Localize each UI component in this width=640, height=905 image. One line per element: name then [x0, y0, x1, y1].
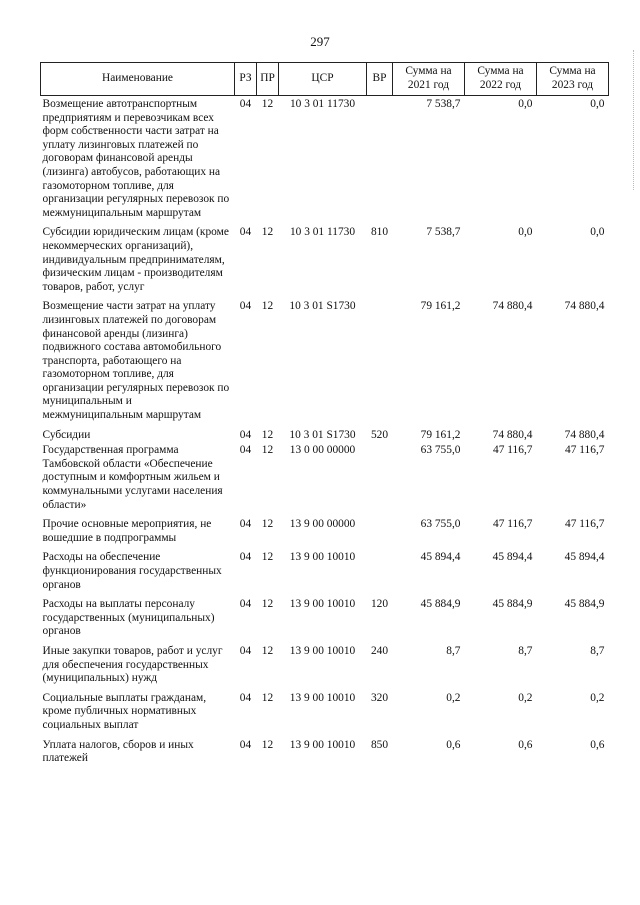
cell-csr: 13 9 00 10010 — [289, 598, 356, 611]
cell-rz: 04 — [239, 551, 252, 564]
cell-name: Возмещение автотранспортным предприятиям и перевозчикам всех форм собственности части затрат на уплату лизинговых платежей по договорам финансовой аренды (лизинга) автобусов, работающих на газомоторном топливе, для организации регулярных перевозок по межмуниципальным маршрутам — [42, 98, 230, 219]
cell-csr: 13 0 00 00000 — [289, 444, 356, 457]
cell-sum-2022: 47 116,7 — [493, 518, 533, 531]
cell-pr: 12 — [261, 644, 274, 657]
page-number: 297 — [310, 34, 330, 49]
table-row — [41, 423, 609, 443]
cell-pr: 12 — [261, 98, 274, 110]
cell-vr — [367, 96, 393, 221]
cell-csr: 10 3 01 11730 — [289, 98, 356, 110]
cell-name: Расходы на выплаты персоналу государственных (муниципальных) органов — [42, 598, 215, 638]
header-vr: ВР — [367, 63, 393, 96]
cell-sum-2023: 0,0 — [590, 98, 605, 110]
cell-csr: 13 9 00 10010 — [289, 644, 356, 657]
cell-sum-2021: 79 161,2 — [420, 300, 461, 313]
header-rz: РЗ — [235, 63, 257, 96]
cell-csr: 13 9 00 00000 — [289, 518, 356, 531]
cell-sum-2021: 7 538,7 — [426, 98, 461, 110]
cell-sum-2023: 45 884,9 — [564, 598, 605, 611]
cell-pr: 12 — [261, 691, 274, 704]
cell-rz: 04 — [239, 98, 252, 110]
table-row — [41, 96, 609, 221]
cell-name: Расходы на обеспечение функционирования государственных органов — [42, 551, 222, 591]
cell-vr — [367, 294, 393, 422]
table-row — [41, 220, 609, 294]
cell-name: Субсидии — [42, 428, 91, 441]
cell-pr: 12 — [261, 300, 274, 313]
cell-vr — [367, 512, 393, 545]
header-csr: ЦСР — [279, 63, 367, 96]
scan-margin-marks — [633, 50, 638, 190]
cell-vr: 810 — [370, 226, 389, 239]
cell-csr: 13 9 00 10010 — [289, 551, 356, 564]
cell-vr — [367, 442, 393, 512]
cell-sum-2022: 8,7 — [518, 644, 533, 657]
cell-csr: 10 3 01 11730 — [289, 226, 356, 239]
cell-rz: 04 — [239, 691, 252, 704]
cell-pr: 12 — [261, 226, 274, 239]
cell-name: Возмещение части затрат на уплату лизинговых платежей по договорам финансовой аренды (лизинга) подвижного состава автомобильного транспорта, работающего на газомоторном топливе, для организации регулярных перевозок по муниципальным и межмуниципальным маршрутам — [42, 300, 230, 422]
header-name: Наименование — [41, 63, 235, 96]
table-row — [41, 639, 609, 686]
cell-sum-2021: 63 755,0 — [420, 444, 461, 457]
cell-sum-2022: 0,2 — [518, 691, 533, 704]
cell-sum-2022: 74 880,4 — [492, 300, 533, 313]
cell-name: Иные закупки товаров, работ и услуг для обеспечения государственных (муниципальных) нужд — [42, 644, 223, 685]
cell-name: Государственная программа Тамбовской области «Обеспечение доступным и комфортным жильем и коммунальными услугами населения области» — [42, 444, 223, 511]
cell-sum-2022: 0,0 — [518, 98, 533, 110]
cell-sum-2023: 0,0 — [590, 226, 605, 239]
cell-sum-2023: 74 880,4 — [564, 428, 605, 441]
cell-rz: 04 — [239, 738, 252, 751]
table-header-row — [41, 63, 609, 96]
cell-pr: 12 — [261, 738, 274, 751]
cell-rz: 04 — [239, 518, 252, 531]
cell-name: Прочие основные мероприятия, не вошедшие в подпрограммы — [42, 518, 212, 544]
cell-rz: 04 — [239, 428, 252, 441]
table-row — [41, 442, 609, 512]
cell-csr: 10 3 01 S1730 — [289, 300, 356, 313]
header-sum-2023: Сумма на 2023 год — [537, 63, 609, 96]
cell-rz: 04 — [239, 644, 252, 657]
cell-sum-2021: 63 755,0 — [420, 518, 461, 531]
cell-pr: 12 — [261, 518, 274, 531]
table-row — [41, 545, 609, 592]
cell-vr: 120 — [370, 598, 389, 611]
cell-rz: 04 — [239, 444, 252, 457]
cell-rz: 04 — [239, 300, 252, 313]
cell-csr: 13 9 00 10010 — [289, 738, 356, 751]
cell-sum-2023: 0,2 — [590, 691, 605, 704]
header-sum-2021: Сумма на 2021 год — [393, 63, 465, 96]
cell-sum-2021: 79 161,2 — [420, 428, 461, 441]
cell-sum-2023: 47 116,7 — [565, 444, 605, 457]
cell-vr — [367, 545, 393, 592]
header-pr: ПР — [257, 63, 279, 96]
cell-pr: 12 — [261, 444, 274, 457]
cell-sum-2022: 45 894,4 — [492, 551, 533, 564]
table-row — [41, 733, 609, 766]
cell-sum-2023: 74 880,4 — [564, 300, 605, 313]
cell-sum-2021: 7 538,7 — [426, 226, 461, 239]
table-row — [41, 294, 609, 422]
cell-rz: 04 — [239, 598, 252, 611]
cell-vr: 520 — [370, 428, 389, 441]
cell-rz: 04 — [239, 226, 252, 239]
cell-pr: 12 — [261, 598, 274, 611]
cell-sum-2023: 47 116,7 — [565, 518, 605, 531]
cell-name: Уплата налогов, сборов и иных платежей — [42, 738, 194, 765]
cell-pr: 12 — [261, 428, 274, 441]
cell-sum-2021: 45 894,4 — [420, 551, 461, 564]
table-row — [41, 686, 609, 733]
cell-sum-2022: 0,0 — [518, 226, 533, 239]
cell-vr: 240 — [370, 644, 389, 657]
cell-name: Субсидии юридическим лицам (кроме некоммерческих организаций), индивидуальным предпринимателям, физическим лицам - производителям товаров, работ, услуг — [42, 226, 229, 293]
cell-sum-2022: 45 884,9 — [492, 598, 533, 611]
cell-vr: 320 — [370, 691, 389, 704]
cell-sum-2022: 74 880,4 — [492, 428, 533, 441]
header-sum-2022: Сумма на 2022 год — [465, 63, 537, 96]
table-row — [41, 512, 609, 545]
cell-sum-2022: 0,6 — [518, 738, 533, 751]
cell-pr: 12 — [261, 551, 274, 564]
table-row — [41, 592, 609, 639]
cell-sum-2023: 8,7 — [590, 644, 605, 657]
cell-sum-2022: 47 116,7 — [493, 444, 533, 457]
cell-sum-2021: 8,7 — [446, 644, 461, 657]
budget-table — [40, 62, 609, 766]
cell-sum-2021: 45 884,9 — [420, 598, 461, 611]
cell-sum-2023: 45 894,4 — [564, 551, 605, 564]
table-body — [41, 96, 609, 766]
cell-sum-2023: 0,6 — [590, 738, 605, 751]
cell-csr: 13 9 00 10010 — [289, 691, 356, 704]
cell-name: Социальные выплаты гражданам, кроме публичных нормативных социальных выплат — [42, 691, 207, 731]
cell-sum-2021: 0,6 — [446, 738, 461, 751]
cell-csr: 10 3 01 S1730 — [289, 428, 356, 441]
cell-sum-2021: 0,2 — [446, 691, 461, 704]
cell-vr: 850 — [370, 738, 389, 751]
